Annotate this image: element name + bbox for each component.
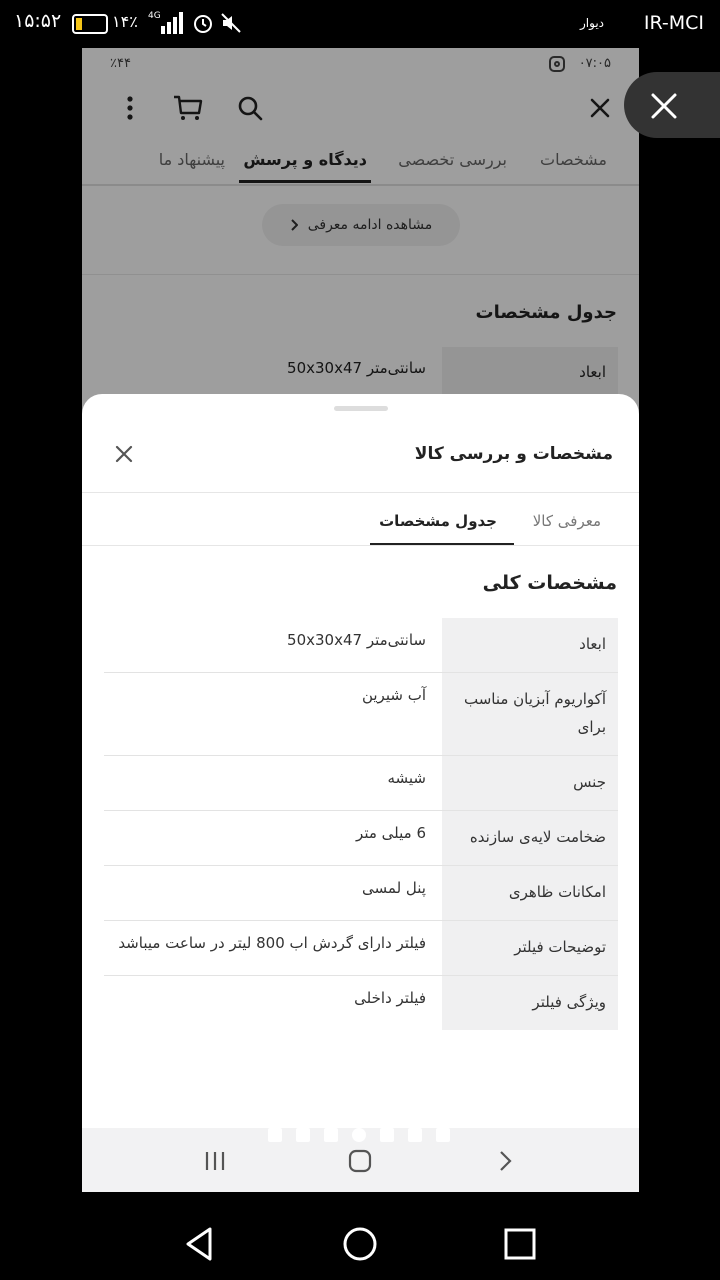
- outer-status-bar: [0, 0, 720, 48]
- recent-apps-icon[interactable]: [202, 1148, 228, 1174]
- page-dot-active: [352, 1128, 366, 1142]
- close-icon[interactable]: [112, 442, 136, 466]
- spec-value: فیلتر دارای گردش اب 800 لیتر در ساعت میباشد: [118, 934, 426, 952]
- mute-icon: [220, 12, 242, 38]
- alarm-icon: [192, 12, 214, 38]
- spec-value: سانتی‌متر 50x30x47: [287, 359, 426, 377]
- sheet-title: مشخصات و بررسی کالا: [414, 444, 613, 464]
- inner-time: ۰۷:۰۵: [578, 56, 611, 71]
- carrier-sub: دیوار: [579, 16, 604, 30]
- spec-key: توضیحات فیلتر: [442, 921, 618, 975]
- bottom-sheet: [82, 394, 639, 1192]
- tab-specs[interactable]: مشخصات: [540, 150, 607, 169]
- table-row: [104, 921, 618, 976]
- network-type: 4G: [148, 11, 161, 21]
- close-icon: [650, 92, 678, 120]
- tab-expert-review[interactable]: بررسی تخصصی: [398, 150, 507, 169]
- app-screen: [82, 48, 639, 1192]
- overlay-close-button[interactable]: [624, 72, 720, 138]
- page-indicator: [268, 1128, 450, 1142]
- spec-key: ابعاد: [442, 347, 618, 395]
- back-chevron-icon[interactable]: [492, 1148, 518, 1174]
- spec-key: آکواریوم آبزیان مناسب برای: [442, 673, 618, 755]
- signal-icon: [160, 12, 186, 38]
- table-row: [104, 976, 618, 1030]
- inner-battery: ٪۴۴: [110, 56, 131, 71]
- divider: [82, 545, 639, 546]
- show-more-label: مشاهده ادامه معرفی: [307, 217, 433, 233]
- page-dot: [408, 1128, 422, 1142]
- tab-suggestions[interactable]: پیشنهاد ما: [158, 150, 225, 169]
- spec-key: جنس: [442, 756, 618, 810]
- page-dot: [324, 1128, 338, 1142]
- page-dot: [268, 1128, 282, 1142]
- table-row: [104, 673, 618, 756]
- table-row: [104, 811, 618, 866]
- spec-value: شیشه: [387, 769, 426, 787]
- spec-key: ویژگی فیلتر: [442, 976, 618, 1030]
- status-time: ۱۵:۵۲: [14, 10, 62, 32]
- spec-key: ابعاد: [442, 618, 618, 672]
- tab-comments[interactable]: دیدگاه و پرسش: [243, 150, 367, 169]
- inner-navigation-bar: [82, 1128, 639, 1192]
- spec-table: [104, 618, 618, 1030]
- spec-value: سانتی‌متر 50x30x47: [287, 631, 426, 649]
- back-icon[interactable]: [180, 1224, 220, 1264]
- home-icon[interactable]: [347, 1148, 373, 1174]
- spec-value: فیلتر داخلی: [354, 989, 426, 1007]
- page-dot: [436, 1128, 450, 1142]
- home-icon[interactable]: [340, 1224, 380, 1264]
- tab-product-intro[interactable]: معرفی کالا: [532, 512, 601, 530]
- spec-value: آب شیرین: [361, 686, 426, 704]
- divider: [82, 492, 639, 493]
- drag-handle[interactable]: [334, 406, 388, 411]
- spec-key: امکانات ظاهری: [442, 866, 618, 920]
- spec-value: 6 میلی متر: [356, 824, 426, 842]
- table-row: [104, 866, 618, 921]
- table-row: [104, 618, 618, 673]
- page-dot: [296, 1128, 310, 1142]
- recents-icon[interactable]: [500, 1224, 540, 1264]
- battery-percent: ۱۴٪: [112, 12, 138, 31]
- carrier-name: IR-MCI: [643, 12, 704, 34]
- page-dot: [380, 1128, 394, 1142]
- battery-icon: [72, 14, 108, 34]
- spec-table-title: جدول مشخصات: [475, 302, 617, 323]
- spec-key: ضخامت لایه‌ی سازنده: [442, 811, 618, 865]
- table-row: [104, 756, 618, 811]
- general-specs-title: مشخصات کلی: [482, 572, 617, 594]
- spec-value: پنل لمسی: [362, 879, 426, 897]
- tab-spec-table[interactable]: جدول مشخصات: [379, 512, 497, 530]
